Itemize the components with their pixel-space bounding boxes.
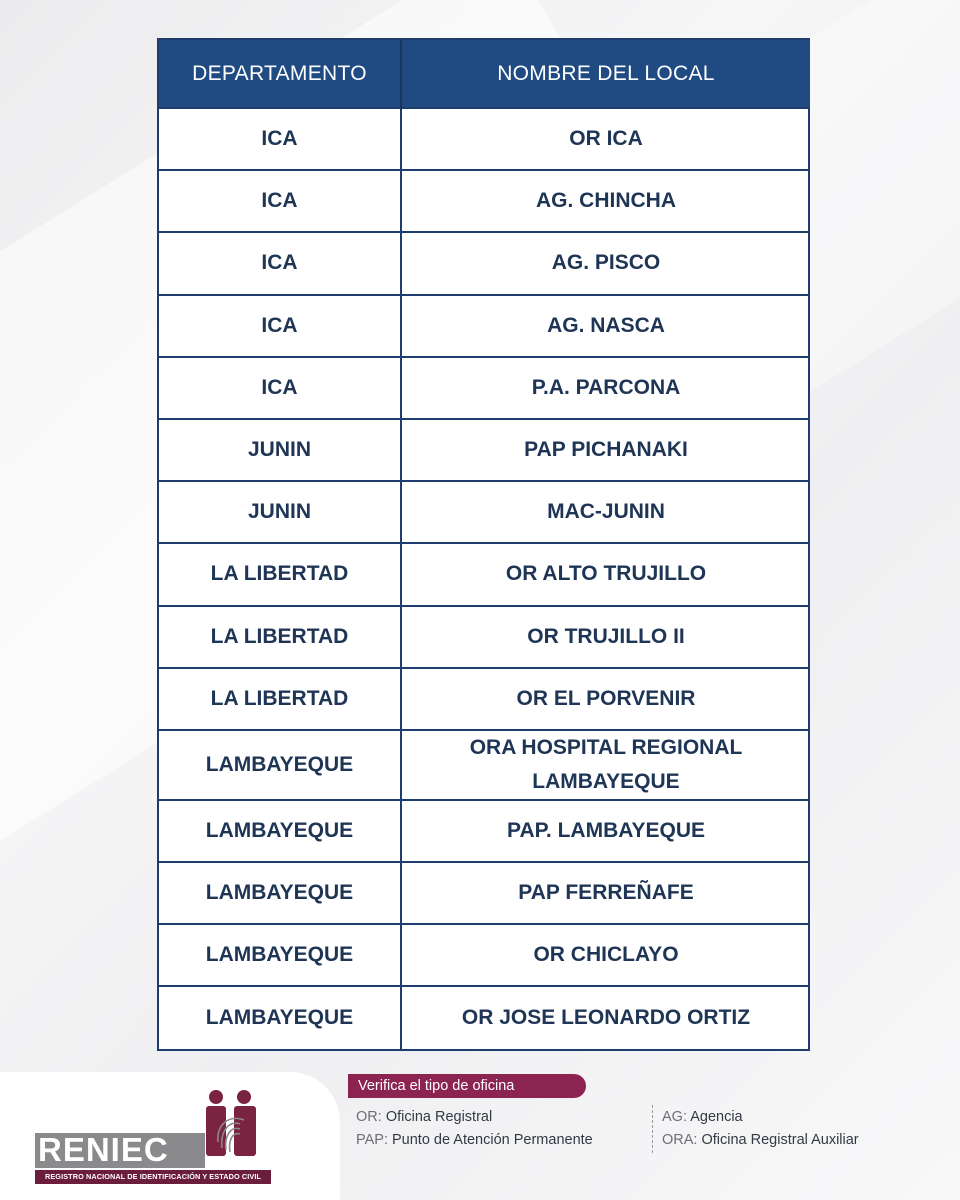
table-row [159, 800, 810, 862]
cell-departamento: LA LIBERTAD [159, 543, 401, 605]
logo-subtitle: REGISTRO NACIONAL DE IDENTIFICACIÓN Y ESTADO CIVIL [35, 1170, 271, 1184]
logo-name: RENIEC [38, 1131, 169, 1168]
legend-abbr: PAP: [356, 1132, 388, 1148]
legend-label: Oficina Registral Auxiliar [701, 1132, 859, 1148]
cell-departamento: LAMBAYEQUE [159, 986, 401, 1048]
table-row [159, 170, 810, 232]
cell-local: P.A. PARCONA [401, 357, 810, 419]
cell-local: ORA HOSPITAL REGIONAL LAMBAYEQUE [401, 730, 810, 800]
cell-departamento: JUNIN [159, 419, 401, 481]
cell-departamento: LAMBAYEQUE [159, 924, 401, 986]
cell-local: OR ICA [401, 108, 810, 170]
legend-divider [652, 1105, 653, 1153]
reniec-figures-fingerprint-icon [200, 1086, 270, 1156]
reniec-logo [35, 1086, 271, 1184]
legend-item-ag [662, 1109, 743, 1125]
table-row [159, 419, 810, 481]
table-header-row [159, 40, 810, 108]
cell-local: AG. CHINCHA [401, 170, 810, 232]
cell-departamento: LA LIBERTAD [159, 668, 401, 730]
header-nombre-local: NOMBRE DEL LOCAL [401, 40, 810, 108]
legend-label: Agencia [690, 1109, 743, 1125]
table-row [159, 481, 810, 543]
table-row [159, 986, 810, 1048]
cell-local: OR TRUJILLO II [401, 606, 810, 668]
cell-local: OR ALTO TRUJILLO [401, 543, 810, 605]
cell-local: PAP PICHANAKI [401, 419, 810, 481]
cell-departamento: LAMBAYEQUE [159, 800, 401, 862]
cell-local: OR JOSE LEONARDO ORTIZ [401, 986, 810, 1048]
legend-item-or [356, 1109, 492, 1125]
offices-table [157, 38, 810, 1051]
cell-departamento: LAMBAYEQUE [159, 730, 401, 800]
cell-departamento: LAMBAYEQUE [159, 862, 401, 924]
cell-local: AG. NASCA [401, 295, 810, 357]
legend-abbr: ORA: [662, 1132, 698, 1148]
table-row [159, 543, 810, 605]
table-row [159, 357, 810, 419]
cell-local: OR CHICLAYO [401, 924, 810, 986]
cell-departamento: JUNIN [159, 481, 401, 543]
table-row [159, 862, 810, 924]
cell-departamento: ICA [159, 108, 401, 170]
table-row [159, 668, 810, 730]
cell-departamento: ICA [159, 295, 401, 357]
cell-departamento: ICA [159, 170, 401, 232]
cell-departamento: ICA [159, 357, 401, 419]
table-row [159, 730, 810, 800]
table-row [159, 295, 810, 357]
legend-item-pap [356, 1132, 593, 1148]
cell-local: PAP FERREÑAFE [401, 862, 810, 924]
cell-local: AG. PISCO [401, 232, 810, 294]
legend-abbr: AG: [662, 1109, 687, 1125]
cell-departamento: LA LIBERTAD [159, 606, 401, 668]
header-departamento: DEPARTAMENTO [159, 40, 401, 108]
table-row [159, 606, 810, 668]
cell-local: OR EL PORVENIR [401, 668, 810, 730]
legend-label: Punto de Atención Permanente [392, 1132, 593, 1148]
table-row [159, 924, 810, 986]
cell-local: PAP. LAMBAYEQUE [401, 800, 810, 862]
legend-abbr: OR: [356, 1109, 382, 1125]
cell-local: MAC-JUNIN [401, 481, 810, 543]
table-row [159, 108, 810, 170]
table-row [159, 232, 810, 294]
legend-title: Verifica el tipo de oficina [348, 1074, 586, 1098]
legend-label: Oficina Registral [385, 1109, 493, 1125]
cell-departamento: ICA [159, 232, 401, 294]
legend-item-ora [662, 1132, 859, 1148]
